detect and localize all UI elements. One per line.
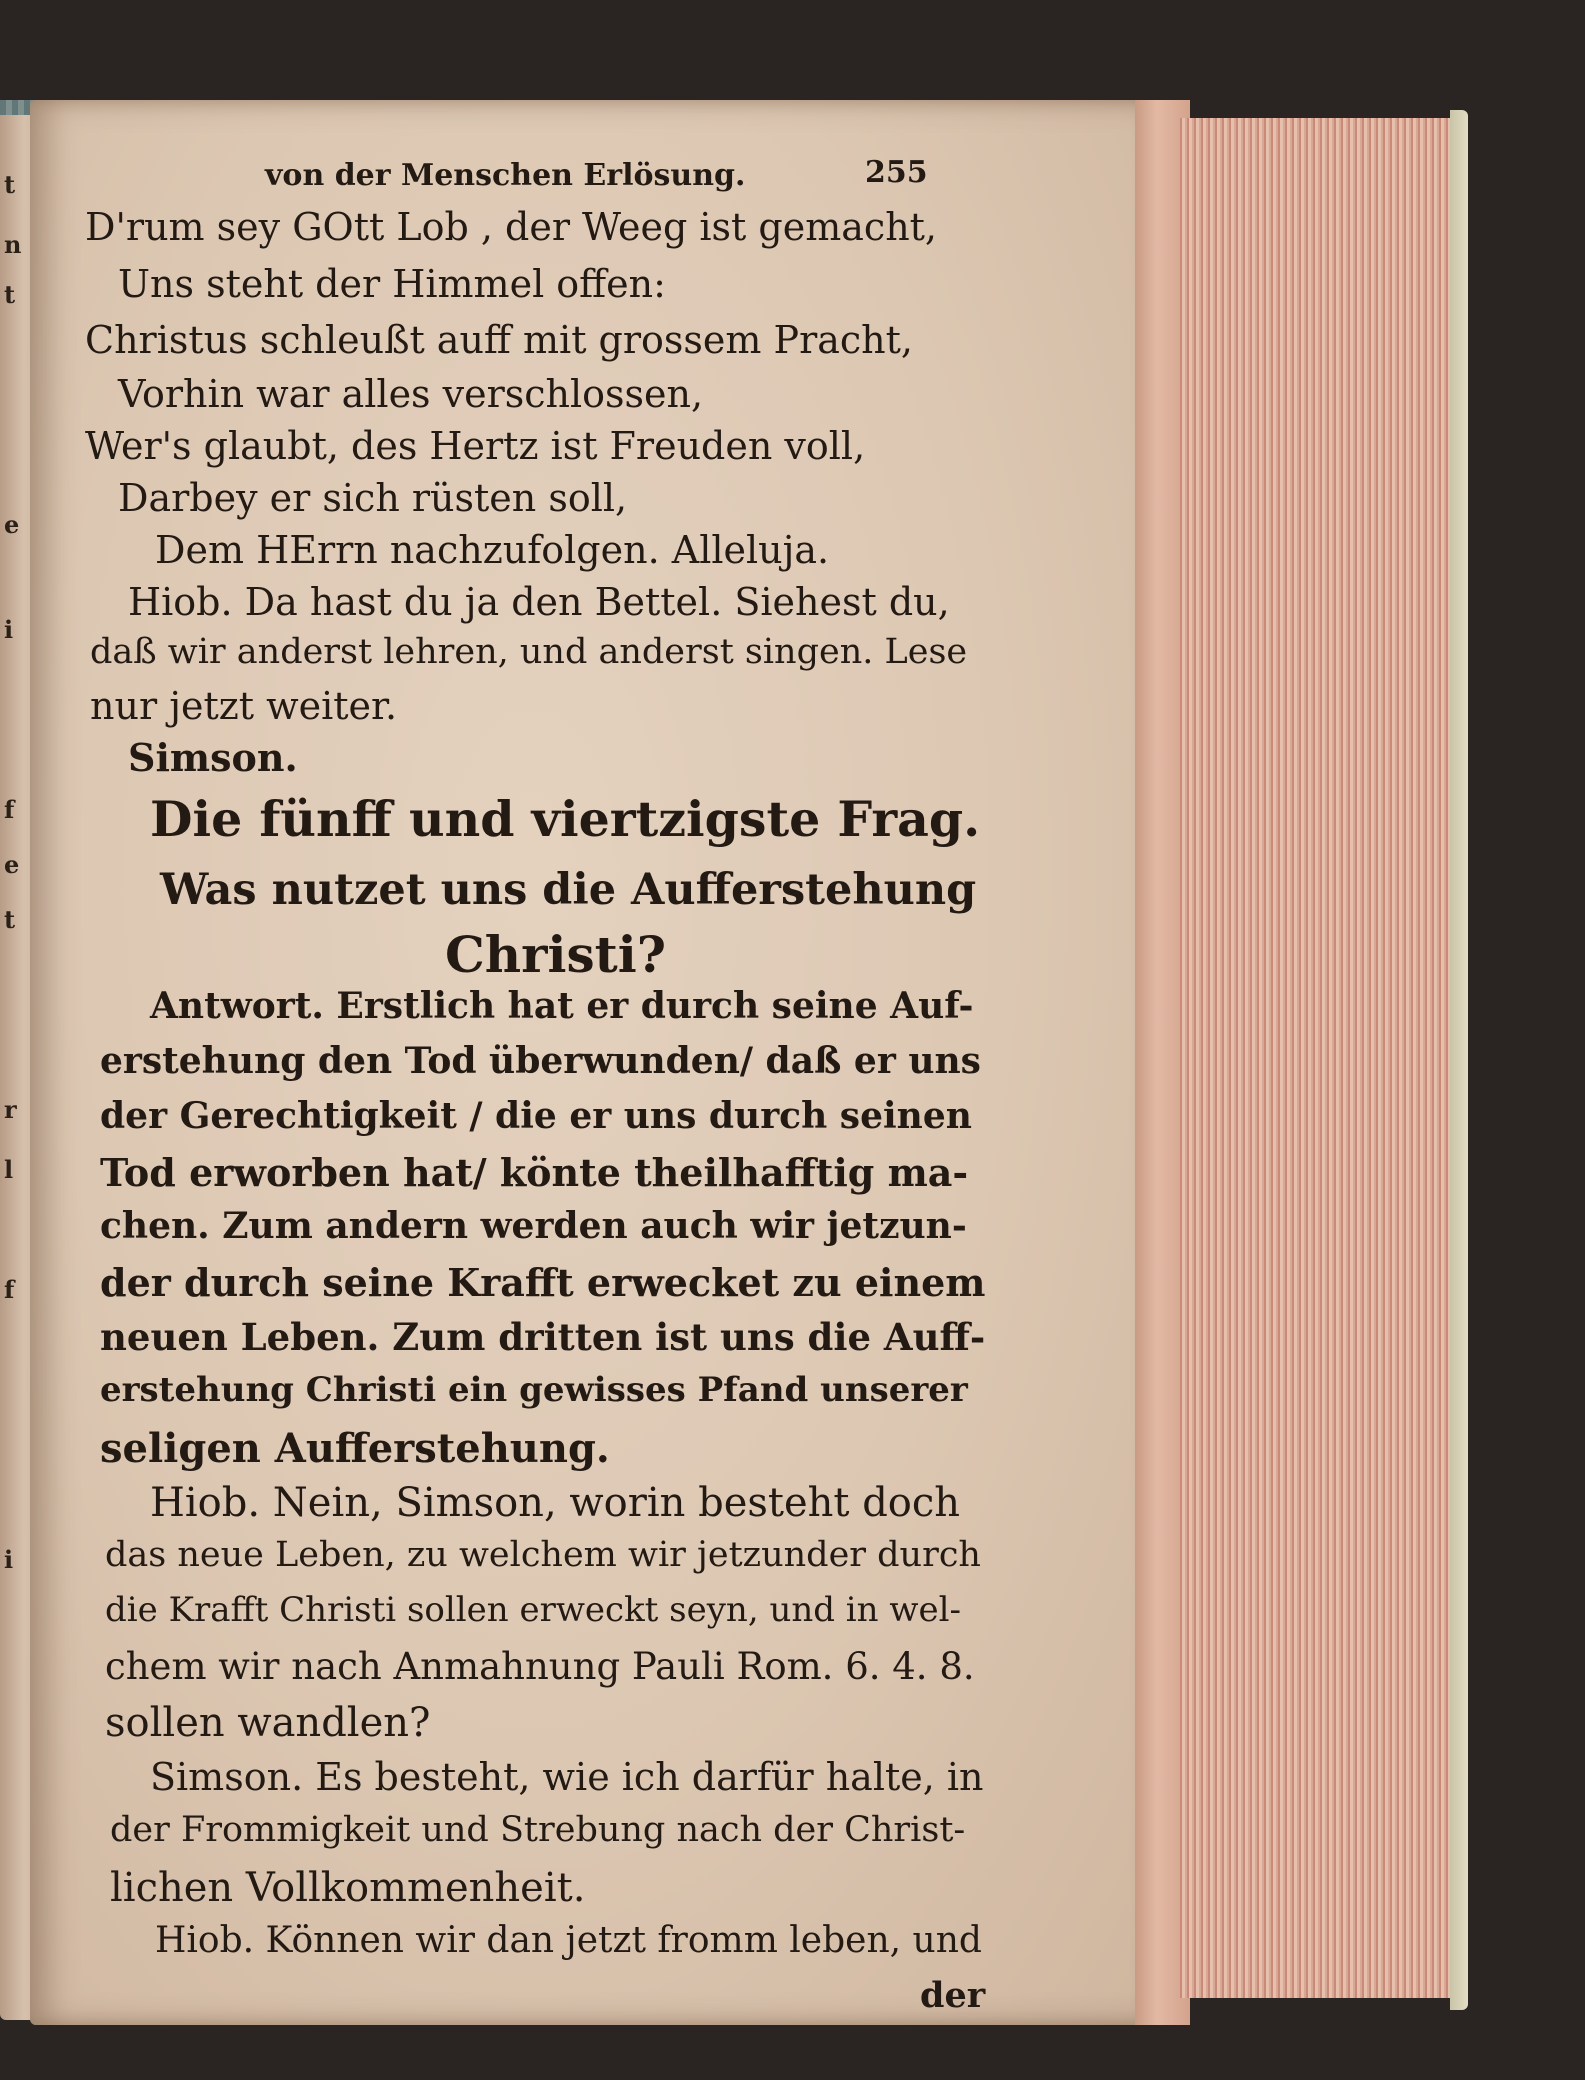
catchword: der (920, 1975, 986, 2016)
left-fragment: t (4, 280, 16, 309)
left-fragment: r (4, 1095, 17, 1124)
answer-line: Tod erworben hat/ könte theilhafftig ma- (100, 1150, 969, 1195)
hymn-line: Vorhin war alles verschlossen, (118, 372, 704, 416)
answer-line: der durch seine Krafft erwecket zu einem (100, 1260, 986, 1305)
left-fragment: t (4, 170, 16, 199)
left-fragment: f (4, 795, 15, 824)
simson-line: der Frommigkeit und Strebung nach der Christ- (110, 1810, 966, 1850)
left-fragment: t (4, 905, 16, 934)
simson-line: Simson. Es besteht, wie ich darfür halte, in (150, 1755, 984, 1799)
answer-line: chen. Zum andern werden auch wir jetzun- (100, 1205, 967, 1247)
hiob-line: Hiob. Nein, Simson, worin besteht doch (150, 1480, 961, 1526)
hiob-line: chem wir nach Anmahnung Pauli Rom. 6. 4. 8. (105, 1645, 975, 1688)
hymn-line: Christus schleußt auff mit grossem Pracht, (85, 318, 914, 362)
left-fragment: e (4, 510, 20, 539)
hymn-line: Darbey er sich rüsten soll, (118, 476, 628, 520)
left-fragment: f (4, 1275, 15, 1304)
hiob-line: daß wir anderst lehren, und anderst singen. Lese (90, 632, 968, 672)
left-fragment: l (4, 1155, 14, 1184)
book-cover-edge (1450, 110, 1468, 2010)
answer-line: neuen Leben. Zum dritten ist uns die Auff- (100, 1315, 986, 1359)
left-fragment: i (4, 615, 14, 644)
simson-line: lichen Vollkommenheit. (110, 1865, 586, 1911)
hiob-line: sollen wandlen? (105, 1700, 431, 1746)
question-line: Christi? (445, 925, 667, 984)
answer-line: der Gerechtigkeit / die er uns durch seinen (100, 1095, 972, 1137)
left-fragment: i (4, 1545, 14, 1574)
answer-line: erstehung den Tod überwunden/ daß er uns (100, 1040, 981, 1082)
hymn-line: Uns steht der Himmel offen: (118, 262, 666, 306)
left-fragment: n (4, 230, 22, 259)
hiob-line: nur jetzt weiter. (90, 684, 398, 728)
hiob-line: das neue Leben, zu welchem wir jetzunder durch (105, 1535, 981, 1575)
answer-line: Antwort. Erstlich hat er durch seine Auf- (150, 985, 974, 1027)
page-number: 255 (865, 155, 928, 190)
question-heading: Die fünff und viertzigste Frag. (150, 790, 981, 848)
hiob-line: die Krafft Christi sollen erweckt seyn, und in wel- (105, 1590, 961, 1630)
hiob-line: Hiob. Da hast du ja den Bettel. Siehest du, (128, 580, 950, 624)
answer-line: seligen Aufferstehung. (100, 1425, 610, 1472)
running-header: von der Menschen Erlösung. (265, 158, 746, 193)
hymn-line: D'rum sey GOtt Lob , der Weeg ist gemacht, (85, 205, 938, 249)
hiob-line: Hiob. Können wir dan jetzt fromm leben, und (155, 1920, 982, 1961)
question-line: Was nutzet uns die Aufferstehung (160, 865, 977, 915)
answer-line: erstehung Christi ein gewisses Pfand unserer (100, 1370, 968, 1410)
page-block-edges (1180, 118, 1458, 1998)
hymn-line: Wer's glaubt, des Hertz ist Freuden voll, (85, 424, 866, 468)
speaker-simson: Simson. (128, 735, 298, 780)
hymn-line: Dem HErrn nachzufolgen. Alleluja. (155, 528, 830, 572)
left-fragment: e (4, 850, 20, 879)
